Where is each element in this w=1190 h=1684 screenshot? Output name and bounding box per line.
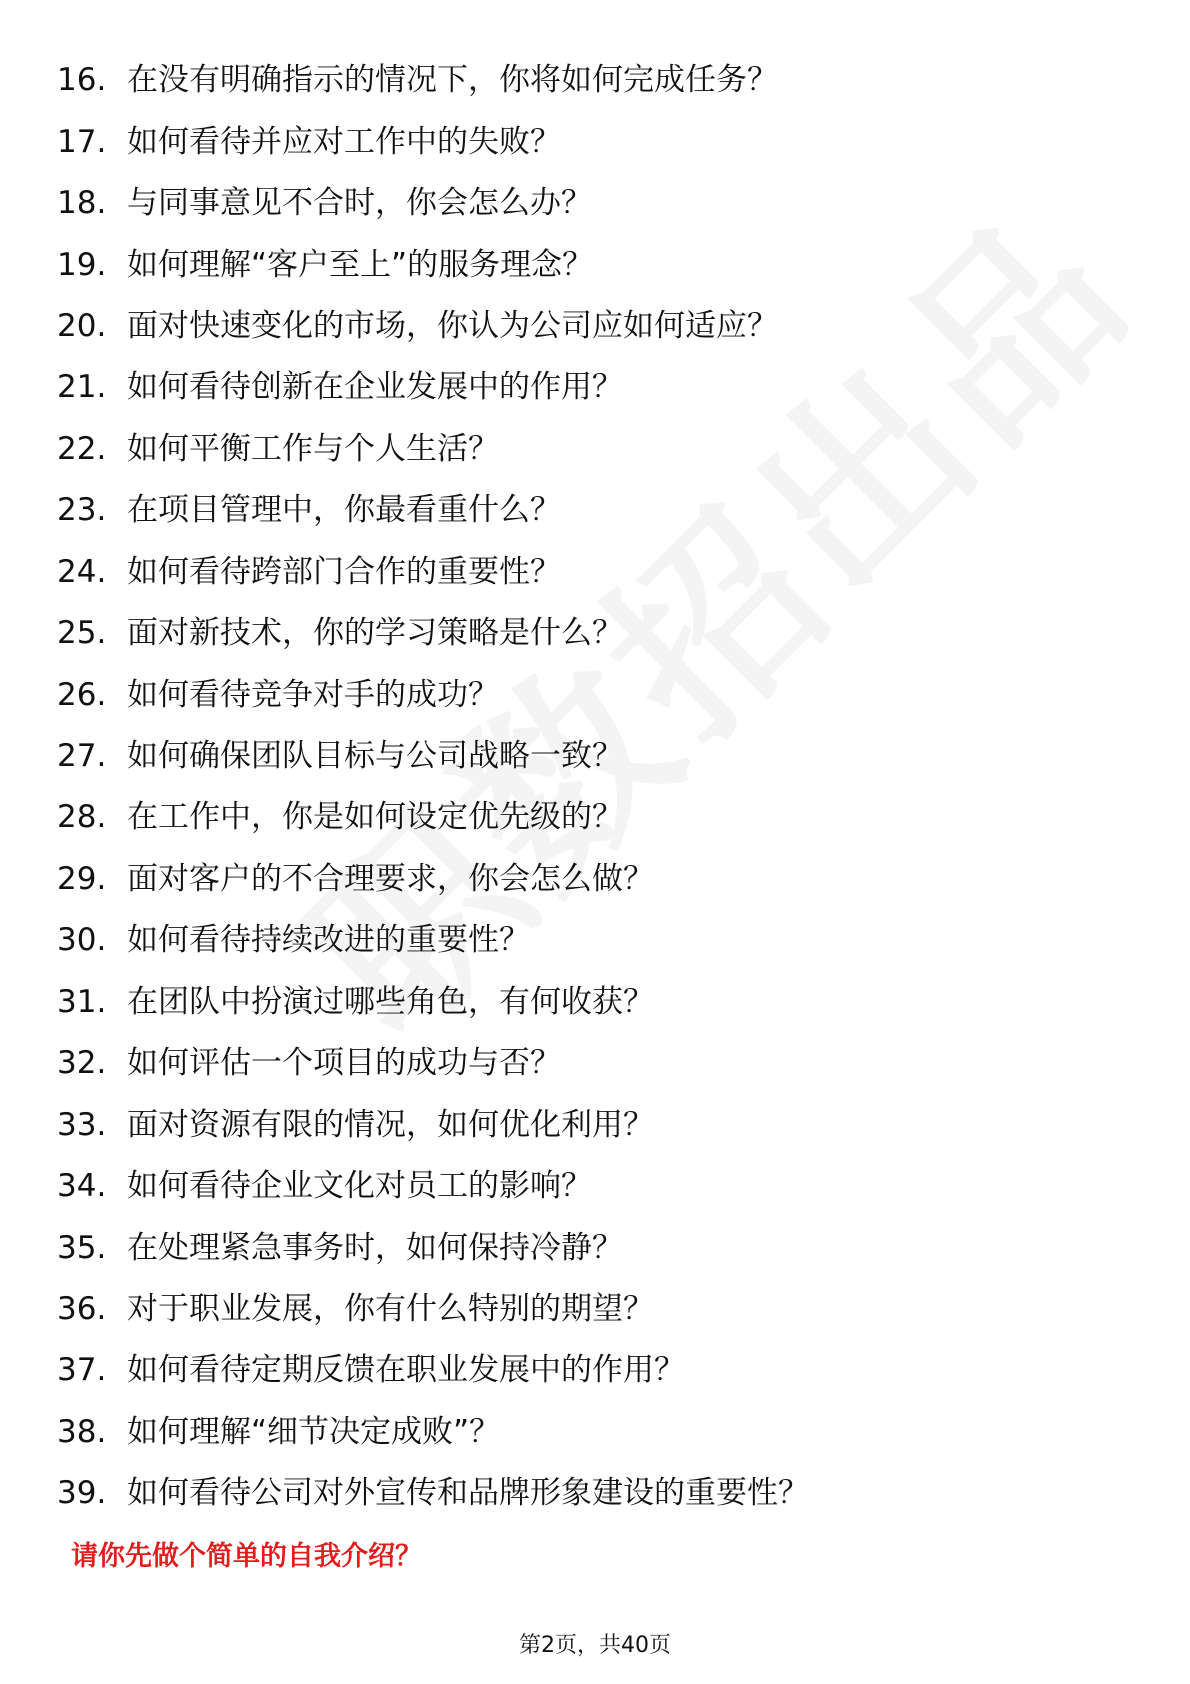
question-number: 17. xyxy=(57,123,107,160)
question-item xyxy=(57,1279,1137,1340)
question-number: 30. xyxy=(57,922,107,959)
question-text: 如何评估一个项目的成功与否？ xyxy=(127,1045,561,1082)
page-footer: 第2页，共40页 xyxy=(519,1633,671,1658)
question-text: 如何看待竞争对手的成功？ xyxy=(127,676,499,713)
question-item xyxy=(57,1402,1137,1463)
question-number: 19. xyxy=(57,246,107,283)
question-number: 32. xyxy=(57,1045,107,1082)
question-item xyxy=(57,1156,1137,1217)
question-text: 在工作中，你是如何设定优先级的？ xyxy=(127,799,623,836)
question-number: 39. xyxy=(57,1475,107,1512)
question-text: 面对资源有限的情况，如何优化利用？ xyxy=(127,1106,654,1143)
question-number: 16. xyxy=(57,62,107,99)
question-text: 与同事意见不合时，你会怎么办？ xyxy=(127,185,592,222)
question-item xyxy=(57,173,1137,234)
question-number: 23. xyxy=(57,492,107,529)
question-list xyxy=(57,50,1137,1525)
question-number: 25. xyxy=(57,615,107,652)
question-number: 36. xyxy=(57,1290,107,1327)
question-number: 28. xyxy=(57,799,107,836)
question-number: 38. xyxy=(57,1413,107,1450)
question-item xyxy=(57,1033,1137,1094)
question-text: 如何理解“客户至上”的服务理念？ xyxy=(127,246,594,283)
question-number: 27. xyxy=(57,738,107,775)
question-text: 如何看待持续改进的重要性？ xyxy=(127,922,530,959)
question-number: 21. xyxy=(57,369,107,406)
question-text: 如何平衡工作与个人生活？ xyxy=(127,430,499,467)
question-item xyxy=(57,972,1137,1033)
question-text: 如何确保团队目标与公司战略一致？ xyxy=(127,738,623,775)
question-text: 在项目管理中，你最看重什么？ xyxy=(127,492,561,529)
question-item xyxy=(57,419,1137,480)
question-text: 如何看待企业文化对员工的影响？ xyxy=(127,1168,592,1205)
question-item xyxy=(57,664,1137,725)
question-item xyxy=(57,234,1137,295)
question-item xyxy=(57,1217,1137,1278)
question-item xyxy=(57,603,1137,664)
question-item xyxy=(57,542,1137,603)
question-text: 如何理解“细节决定成败”？ xyxy=(127,1413,501,1450)
question-number: 22. xyxy=(57,430,107,467)
question-number: 35. xyxy=(57,1229,107,1266)
question-item xyxy=(57,1094,1137,1155)
question-item xyxy=(57,787,1137,848)
question-number: 29. xyxy=(57,860,107,897)
question-text: 面对客户的不合理要求，你会怎么做？ xyxy=(127,860,654,897)
question-text: 如何看待公司对外宣传和品牌形象建设的重要性？ xyxy=(127,1475,809,1512)
question-item xyxy=(57,480,1137,541)
question-text: 在处理紧急事务时，如何保持冷静？ xyxy=(127,1229,623,1266)
question-item xyxy=(57,1340,1137,1401)
question-item xyxy=(57,910,1137,971)
question-text: 在没有明确指示的情况下，你将如何完成任务？ xyxy=(127,62,778,99)
question-item xyxy=(57,726,1137,787)
question-item xyxy=(57,50,1137,111)
question-number: 37. xyxy=(57,1352,107,1389)
question-number: 18. xyxy=(57,185,107,222)
question-item xyxy=(57,111,1137,172)
question-text: 在团队中扮演过哪些角色，有何收获？ xyxy=(127,983,654,1020)
question-number: 31. xyxy=(57,983,107,1020)
question-text: 如何看待定期反馈在职业发展中的作用？ xyxy=(127,1352,685,1389)
section-title: 请你先做个简单的自我介绍？ xyxy=(71,1541,422,1572)
question-item xyxy=(57,296,1137,357)
question-number: 24. xyxy=(57,553,107,590)
question-item xyxy=(57,1463,1137,1524)
question-text: 如何看待跨部门合作的重要性？ xyxy=(127,553,561,590)
question-item xyxy=(57,357,1137,418)
question-text: 如何看待创新在企业发展中的作用？ xyxy=(127,369,623,406)
question-text: 如何看待并应对工作中的失败？ xyxy=(127,123,561,160)
question-text: 面对快速变化的市场，你认为公司应如何适应？ xyxy=(127,307,778,344)
question-text: 面对新技术，你的学习策略是什么？ xyxy=(127,615,623,652)
question-text: 对于职业发展，你有什么特别的期望？ xyxy=(127,1290,654,1327)
question-number: 33. xyxy=(57,1106,107,1143)
question-item xyxy=(57,849,1137,910)
question-number: 34. xyxy=(57,1168,107,1205)
question-number: 20. xyxy=(57,307,107,344)
question-number: 26. xyxy=(57,676,107,713)
